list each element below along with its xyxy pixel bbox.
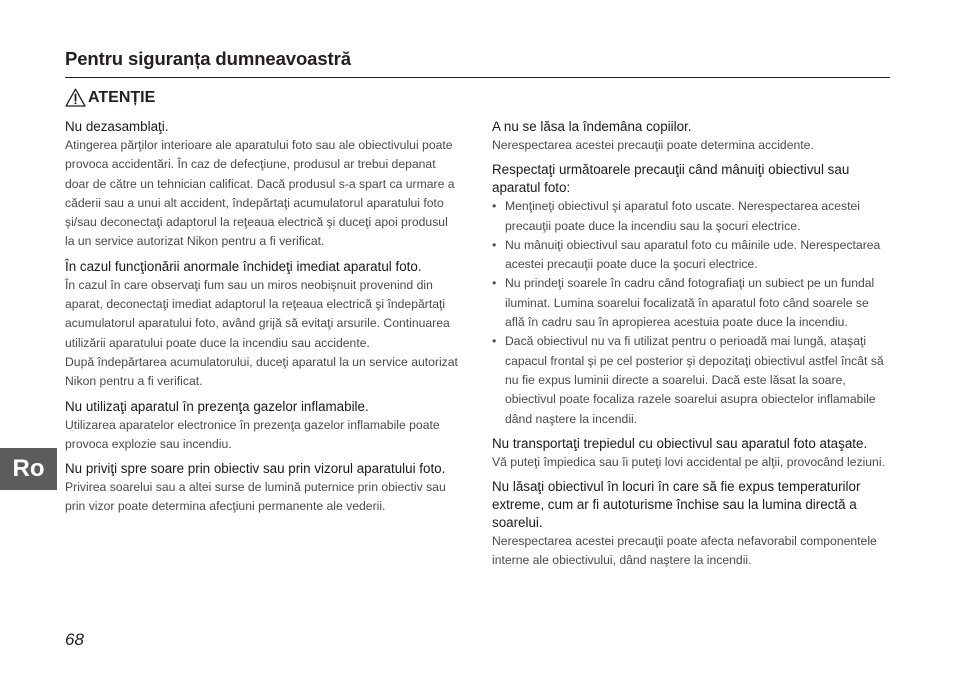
precaution-list bbox=[492, 197, 887, 429]
section-body: După îndepărtarea acumulatorului, duceţi aparatul la un service autorizat Nikon pentru a fi verificat. bbox=[65, 354, 458, 389]
list-item bbox=[492, 332, 887, 428]
section-body: În cazul în care observaţi fum sau un miros neobişnuit provenind din aparat, deconectaţi imediat adaptorul la reţeaua electrică şi îndepărtaţi acumulatorul aparatului foto, având grijă să evitaţi arsurile. Continuarea utilizării aparatului poate duce la incendiu sau accidente. bbox=[65, 277, 450, 350]
left-column bbox=[65, 118, 460, 523]
section-keep-from-children bbox=[492, 118, 887, 155]
list-item-text: Menţineţi obiectivul şi aparatul foto uscate. Nerespectarea acestei precauţii poate duce la incendiu sau la şocuri electrice. bbox=[505, 199, 860, 233]
bullet: • bbox=[492, 334, 497, 349]
section-heading: Respectaţi următoarele precauţii când mânuiţi obiectivul sau aparatul foto: bbox=[492, 162, 850, 196]
section-heading: Nu lăsaţi obiectivul în locuri în care să fie expus temperaturilor extreme, cum ar fi autoturisme închise sau la lumina directă a soarelui. bbox=[492, 479, 861, 531]
section-heading: Nu dezasamblaţi. bbox=[65, 119, 169, 134]
caution-heading bbox=[65, 88, 155, 107]
section-body: Privirea soarelui sau a altei surse de lumină puternice prin obiectiv sau prin vizor poate determina afecţiuni permanente ale vederii. bbox=[65, 480, 446, 514]
section-tripod-transport bbox=[492, 435, 887, 472]
section-body: Vă puteţi împiedica sau îi puteţi lovi accidental pe alţii, provocând leziuni. bbox=[492, 454, 885, 469]
section-handling-precautions bbox=[492, 161, 887, 429]
section-body: Nerespectarea acestei precauţii poate afecta nefavorabil componentele interne ale obiectivului, dând naştere la incendii. bbox=[492, 534, 877, 568]
bullet: • bbox=[492, 199, 497, 214]
section-body: Utilizarea aparatelor electronice în prezenţa gazelor inflamabile poate provoca explozie sau incendiu. bbox=[65, 417, 440, 451]
section-flammable-gas bbox=[65, 398, 460, 455]
page-number: 68 bbox=[65, 630, 84, 649]
caution-label: ATENȚIE bbox=[88, 88, 156, 106]
section-extreme-temperatures bbox=[492, 478, 887, 571]
list-item bbox=[492, 197, 887, 236]
section-do-not-look-at-sun bbox=[65, 460, 460, 517]
section-do-not-disassemble bbox=[65, 118, 460, 252]
section-heading: Nu transportaţi trepiedul cu obiectivul sau aparatul foto ataşate. bbox=[492, 435, 868, 451]
list-item bbox=[492, 236, 887, 275]
list-item bbox=[492, 274, 887, 332]
section-heading: A nu se lăsa la îndemâna copiilor. bbox=[492, 119, 692, 134]
list-item-text: Nu prindeţi soarele în cadru când fotografiaţi un subiect pe un fundal iluminat. Lumina soarelui focalizată în aparatul foto când soarele se află în cadru sau în apropierea acestuia poate duce la incendiu. bbox=[505, 276, 875, 330]
list-item-text: Dacă obiectivul nu va fi utilizat pentru o perioadă mai lungă, ataşaţi capacul frontal şi pe cel posterior şi depozitaţi obiectivul astfel încât să nu fie expus luminii directe a soarelui. Dacă este lăsat la soare, obiectivul poate focaliza razele soarelui asupra obiectelor inflamabile dând naştere la incendii. bbox=[505, 334, 884, 426]
language-tab: Ro bbox=[0, 448, 57, 490]
page-title: Pentru siguranța dumneavoastră bbox=[65, 48, 351, 69]
right-column bbox=[492, 118, 887, 577]
list-item-text: Nu mânuiţi obiectivul sau aparatul foto cu mâinile ude. Nerespectarea acestei precauţii poate duce la şocuri electrice. bbox=[505, 237, 881, 272]
section-malfunction bbox=[65, 258, 460, 392]
section-heading: Nu utilizaţi aparatul în prezenţa gazelor inflamabile. bbox=[65, 398, 369, 414]
section-body: Atingerea părţilor interioare ale aparatului foto sau ale obiectivului poate provoca accidentări. În caz de defecţiune, produsul ar trebui depanat doar de către un tehnician calificat. Dacă produsul s-a spart ca urmare a căderii sau a unui alt accident, îndepărtaţi acumulatorul aparatului foto şi/sau deconectaţi adaptorul la reţeaua electrică şi duceţi apoi produsul la un service autorizat Nikon pentru a fi verificat. bbox=[65, 138, 455, 249]
section-heading: În cazul funcţionării anormale închideţi imediat aparatul foto. bbox=[65, 258, 422, 274]
section-body: Nerespectarea acestei precauţii poate determina accidente. bbox=[492, 138, 814, 152]
bullet: • bbox=[492, 276, 497, 291]
section-heading: Nu priviţi spre soare prin obiectiv sau prin vizorul aparatului foto. bbox=[65, 461, 446, 477]
warning-triangle-icon bbox=[65, 88, 86, 107]
title-divider bbox=[65, 77, 890, 78]
bullet: • bbox=[492, 237, 497, 252]
